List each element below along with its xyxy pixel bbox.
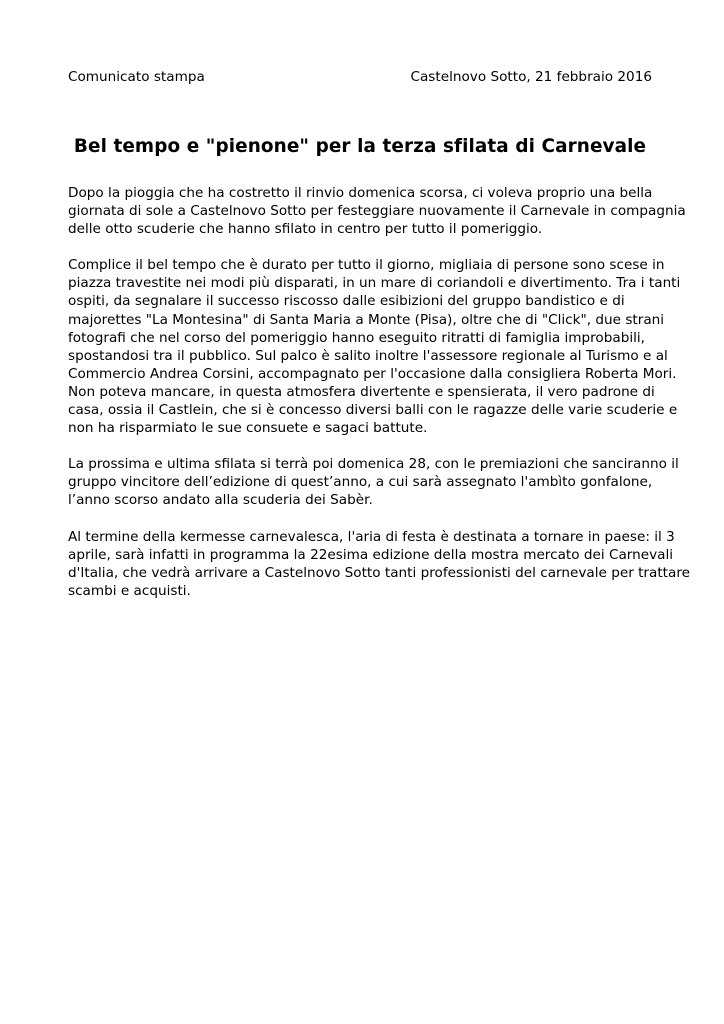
text-line: l’anno scorso andato alla scuderia dei Sabèr. <box>68 492 373 509</box>
text-line: Commercio Andrea Corsini, accompagnato per l'occasione dalla consigliera Roberta Mori. <box>68 365 677 382</box>
text-line: fotografi che nel corso del pomeriggio hanno eseguito ritratti di famiglia improbabili, <box>68 329 645 346</box>
text-line: Dopo la pioggia che ha costretto il rinvio domenica scorsa, ci voleva proprio una bella <box>68 185 653 201</box>
text-line: delle otto scuderie che hanno sfilato in centro per tutto il pomeriggio. <box>68 221 543 238</box>
text-line: majorettes "La Montesina" di Santa Maria a Monte (Pisa), oltre che di "Click", due strani <box>68 311 665 328</box>
text-line: ospiti, da segnalare il successo riscosso dalle esibizioni del gruppo bandistico e di <box>68 293 625 310</box>
text-line: d'Italia, che vedrà arrivare a Castelnovo Sotto tanti professionisti del carnevale per trattare <box>68 564 690 581</box>
header-place-date: Castelnovo Sotto, 21 febbraio 2016 <box>410 69 652 85</box>
paragraph <box>68 256 681 437</box>
text-line: spostandosi tra il pubblico. Sul palco è salito inoltre l'assessore regionale al Turismo e al <box>68 347 668 364</box>
document-title: Bel tempo e "pienone" per la terza sfilata di Carnevale <box>73 136 647 157</box>
document-header <box>68 68 652 86</box>
text-line: casa, ossia il Castlein, che si è concesso diversi balli con le ragazze delle varie scuderie e <box>68 402 678 419</box>
text-line: giornata di sole a Castelnovo Sotto per festeggiare nuovamente il Carnevale in compagnia <box>68 203 686 220</box>
text-line: Complice il bel tempo che è durato per tutto il giorno, migliaia di persone sono scese in <box>68 257 665 274</box>
document-page <box>68 60 690 618</box>
document-body <box>68 184 690 600</box>
text-line: gruppo vincitore dell’edizione di quest’anno, a cui sarà assegnato l'ambìto gonfalone, <box>68 474 653 491</box>
text-line: Non poteva mancare, in questa atmosfera divertente e spensierata, il vero padrone di <box>68 383 655 400</box>
text-line: scambi e acquisti. <box>68 582 191 599</box>
text-line: piazza travestite nei modi più disparati, in un mare di coriandoli e divertimento. Tra i tanti <box>68 275 681 292</box>
text-line: non ha risparmiato le sue consuete e sagaci battute. <box>68 420 428 437</box>
paragraph <box>68 184 686 238</box>
paragraph <box>68 528 690 600</box>
text-line: aprile, sarà infatti in programma la 22esima edizione della mostra mercato dei Carnevali <box>68 546 674 563</box>
text-line: La prossima e ultima sfilata si terrà poi domenica 28, con le premiazioni che sanciranno il <box>68 456 679 473</box>
header-label: Comunicato stampa <box>68 69 205 85</box>
text-line: Al termine della kermesse carnevalesca, l'aria di festa è destinata a tornare in paese: il 3 <box>68 528 675 545</box>
paragraph <box>68 455 679 509</box>
